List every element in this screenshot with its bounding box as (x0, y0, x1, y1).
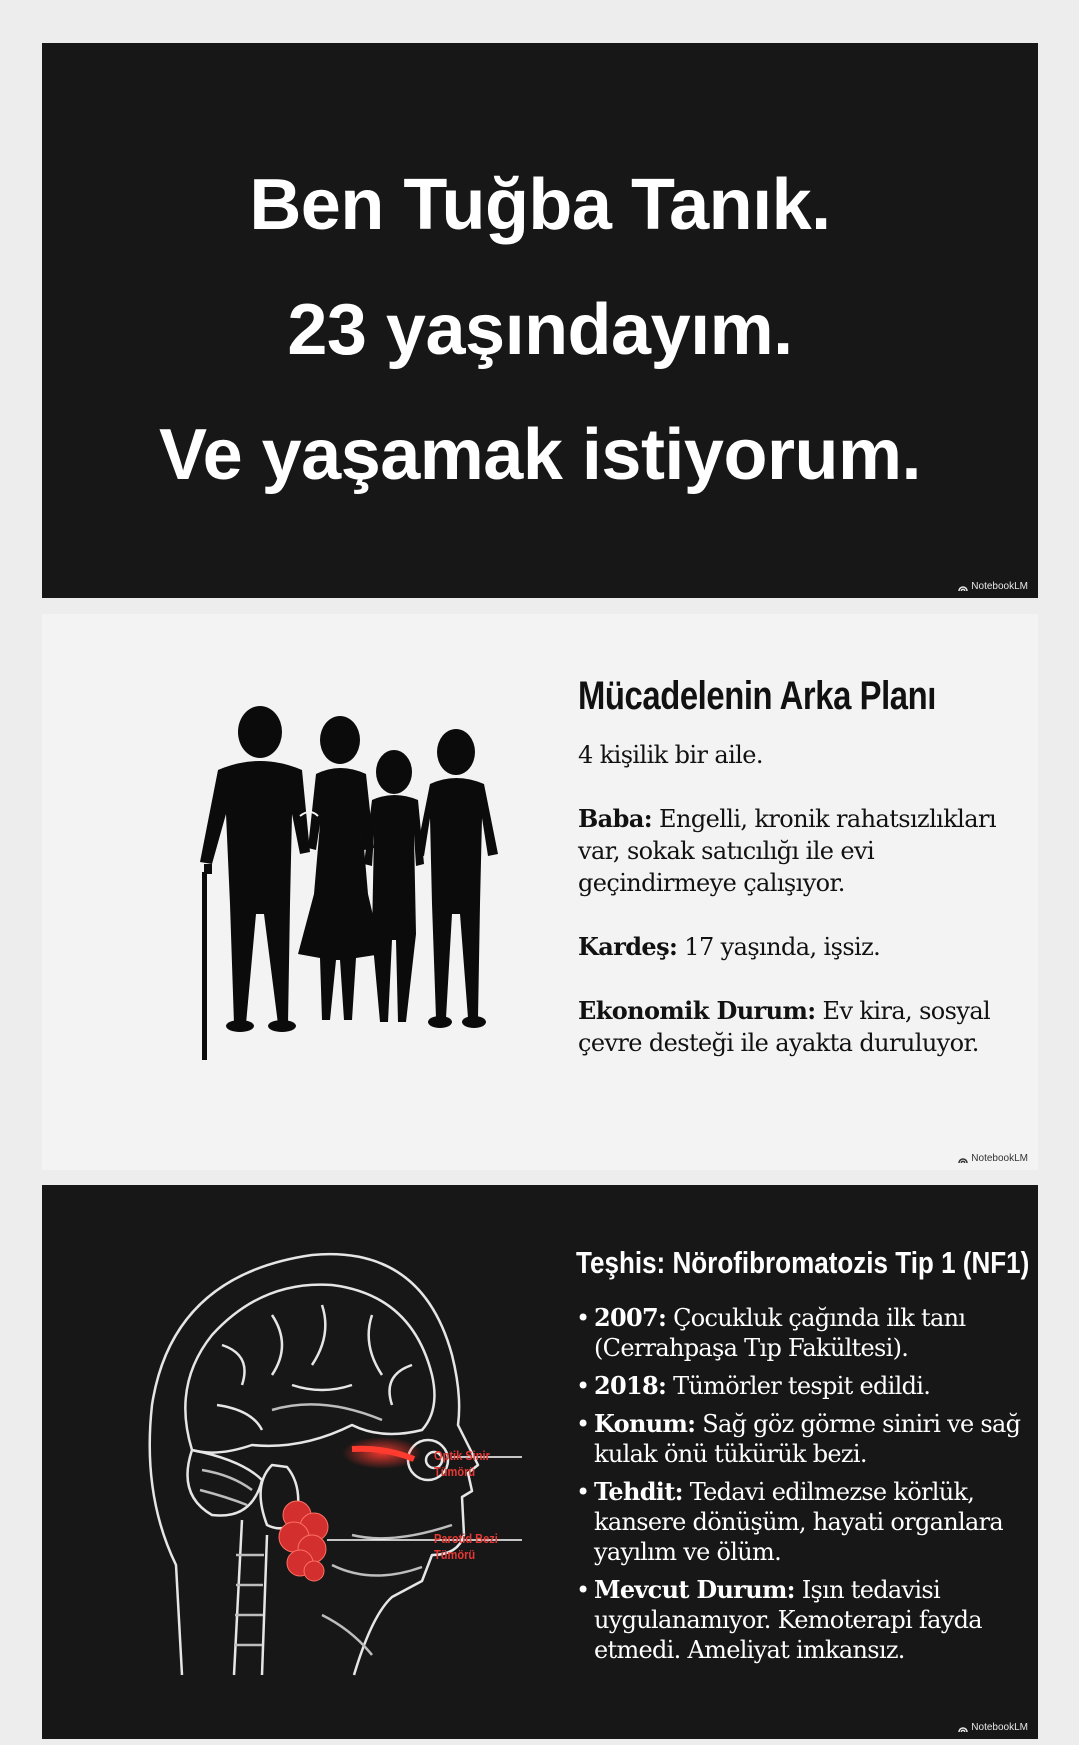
father-paragraph (578, 803, 1008, 899)
optic-tumor-label (434, 1448, 490, 1480)
notebooklm-logo-icon (958, 1155, 968, 1163)
diagnosis-bullet (576, 1477, 1026, 1567)
diagnosis-text (576, 1245, 1030, 1673)
bullet-dot-icon: • (576, 1410, 590, 1438)
father-label: Baba: (578, 804, 653, 833)
bullet-dot-icon: • (576, 1576, 590, 1604)
father-text: Engelli, kronik rahatsızlıkları var, sokak satıcılığı ile evi geçindirmeye çalışıyor. (578, 805, 996, 897)
economy-paragraph (578, 995, 1008, 1059)
notebooklm-logo-icon (958, 583, 968, 591)
sibling-text: 17 yaşında, işsiz. (677, 933, 881, 961)
optic-tumor-label-line-2: Tümörü (434, 1464, 476, 1479)
intro-line-1: Ben Tuğba Tanık. (249, 165, 831, 245)
bullet-label: Mevcut Durum: (594, 1575, 795, 1604)
watermark-label: NotebookLM (971, 581, 1028, 592)
diagnosis-title: Teşhis: Nörofibromatozis Tip 1 (NF1) (576, 1245, 1030, 1280)
parotid-tumor-label (434, 1531, 498, 1563)
diagnosis-bullet (576, 1409, 1026, 1469)
sibling-label: Kardeş: (578, 932, 678, 961)
bullet-dot-icon: • (576, 1478, 590, 1506)
notebooklm-logo-icon (958, 1724, 968, 1732)
watermark-label: NotebookLM (971, 1153, 1028, 1164)
intro-headline (42, 143, 1038, 518)
parotid-tumor-label-line-2: Tümörü (434, 1547, 476, 1562)
bullet-label: Konum: (594, 1409, 696, 1438)
bullet-text: Tümörler tespit edildi. (666, 1372, 931, 1400)
watermark (958, 1722, 1028, 1733)
slide-intro (42, 43, 1038, 598)
diagnosis-bullet (576, 1303, 1026, 1363)
slide-diagnosis (42, 1185, 1038, 1739)
watermark-label: NotebookLM (971, 1722, 1028, 1733)
bullet-dot-icon: • (576, 1304, 590, 1332)
bullet-label: 2018: (594, 1371, 667, 1400)
parotid-tumor-label-line-1: Parotid Bezi (434, 1531, 498, 1546)
bullet-dot-icon: • (576, 1372, 590, 1400)
economy-label: Ekonomik Durum: (578, 996, 816, 1025)
economy-text: Ev kira, sosyal çevre desteği ile ayakta duruluyor. (578, 997, 991, 1057)
intro-line-2: 23 yaşındayım. (287, 290, 793, 370)
diagnosis-bullet (576, 1575, 1026, 1665)
sibling-paragraph (578, 931, 1008, 963)
diagnosis-bullet (576, 1371, 1026, 1401)
bullet-text: Işın tedavisi uygulanamıyor. Kemoterapi fayda etmedi. Ameliyat imkansız. (594, 1576, 982, 1664)
slide-background (42, 614, 1038, 1170)
optic-tumor-label-line-1: Optik Sinir (434, 1448, 490, 1463)
watermark (958, 581, 1028, 592)
intro-line-3: Ve yaşamak istiyorum. (159, 415, 921, 495)
family-size-text: 4 kişilik bir aile. (578, 741, 763, 769)
bullet-text: Çocukluk çağında ilk tanı (Cerrahpaşa Tıp Fakültesi). (594, 1304, 966, 1362)
bullet-text: Sağ göz görme siniri ve sağ kulak önü tükürük bezi. (594, 1410, 1021, 1468)
watermark (958, 1153, 1028, 1164)
bullet-label: 2007: (594, 1303, 667, 1332)
background-title: Mücadelenin Arka Planı (578, 674, 936, 718)
family-silhouette-image (160, 704, 520, 1104)
bullet-text: Tedavi edilmezse körlük, kansere dönüşüm, hayati organlara yayılım ve ölüm. (594, 1478, 1003, 1566)
background-text (578, 674, 1008, 1091)
bullet-label: Tehdit: (594, 1477, 683, 1506)
